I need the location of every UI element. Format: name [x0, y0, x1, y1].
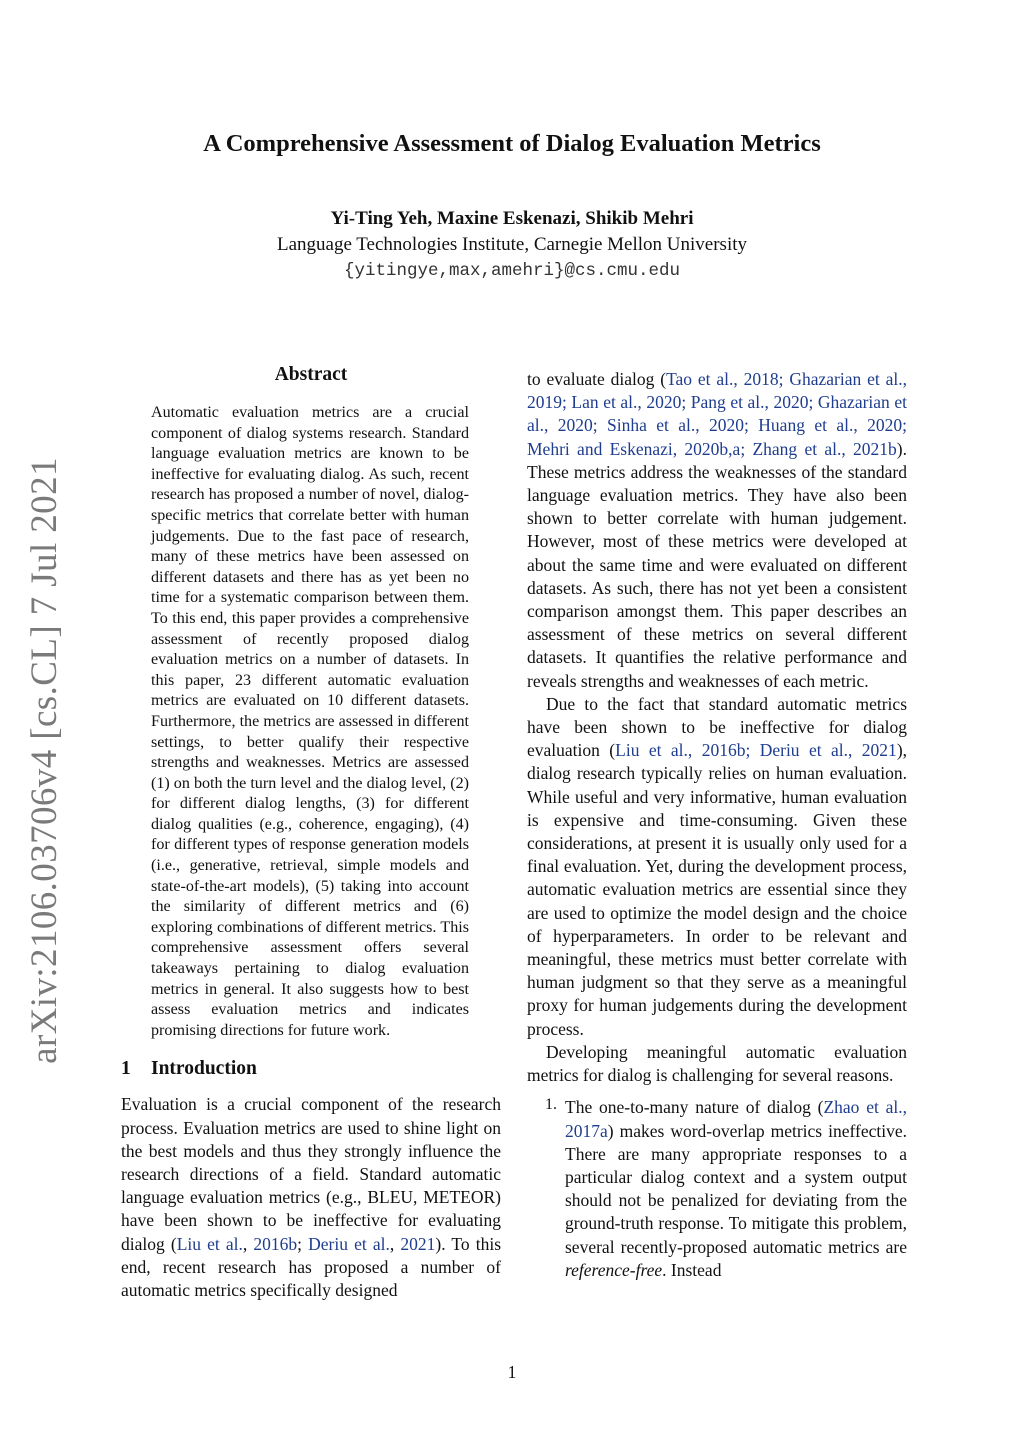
paragraph-text: . Instead	[662, 1259, 722, 1280]
paper-title: A Comprehensive Assessment of Dialog Evaluation Metrics	[203, 130, 821, 157]
abstract-text: Automatic evaluation metrics are a crucial component of dialog systems research. Standard language evaluation metrics are known to be ineffective for evaluating dialog. As such, recent research has proposed a number of novel, dialog-specific metrics that correlate better with human judgements. Due to the fast pace of research, many of these metrics have been assessed on different datasets and there has as yet been no time for a systematic comparison between them. To this end, this paper provides a comprehensive assessment of recently proposed dialog evaluation metrics on a number of datasets. In this paper, 23 different automatic evaluation metrics are evaluated on 10 different datasets. Furthermore, the metrics are assessed in different settings, to better qualify their respective strengths and weaknesses. Metrics are assessed (1) on both the turn level and the dialog level, (2) for different dialog lengths, (3) for different dialog qualities (e.g., coherence, engaging), (4) for different types of response generation models (i.e., generative, retrieval, simple models and state-of-the-art models), (5) taking into account the similarity of different metrics and (6) exploring combinations of different metrics. This comprehensive assessment offers several takeaways pertaining to dialog evaluation metrics in general. It also suggests how to best assess evaluation metrics and indicates promising directions for future work.	[151, 404, 469, 1039]
paragraph-text: Due to the fact that standard automatic metrics have been shown to be ineffective for dialog evaluation (	[527, 693, 907, 761]
citation-link[interactable]: 2021	[400, 1233, 436, 1254]
paragraph-text: ), dialog research typically relies on human evaluation. While useful and very informative, human evaluation is expensive and time-consuming. Given these considerations, at present it is usually only used for a final evaluation. Yet, during the development process, automatic evaluation metrics are essential since they are used to optimize the model design and the choice of hyperparameters. In order to be relevant and meaningful, these metrics must better correlate with human judgment so that they serve as a meaningful proxy for human judgements during the development process.	[527, 740, 908, 1039]
list-item	[527, 1096, 907, 1282]
paragraph-text: ) makes word-overlap metrics ineffective. There are many appropriate responses to a particular dialog context and a system output should not be penalized for deviating from the ground-truth response. To mitigate this problem, several recently-proposed automatic metrics are	[565, 1120, 907, 1257]
paragraph-text: ,	[242, 1233, 254, 1254]
paragraph-text: Evaluation is a crucial component of the research process. Evaluation metrics are used to shine light on the best models and thus they strongly influence the research directions of a field. Standard automatic language evaluation metrics (e.g., BLEU, METEOR) have been shown to be ineffective for evaluating dialog (	[121, 1094, 501, 1254]
author-email: {yitingye,max,amehri}@cs.cmu.edu	[343, 261, 681, 281]
arxiv-side-identifier	[22, 456, 66, 1064]
citation-link[interactable]: Deriu et al.	[308, 1233, 390, 1254]
author-block	[0, 206, 1024, 284]
paragraph-text: The one-to-many nature of dialog (	[565, 1097, 824, 1118]
paragraph-text: ). To this end, recent research has proposed a number of automatic metrics specifically designed	[121, 1233, 502, 1301]
section-heading-introduction	[121, 1058, 501, 1080]
list-item-text	[565, 1096, 907, 1282]
emphasis-text: reference-free	[565, 1259, 663, 1280]
author-names: Yi-Ting Yeh, Maxine Eskenazi, Shikib Mehri	[330, 208, 694, 229]
paragraph-text: to evaluate dialog (	[527, 369, 667, 389]
citation-link[interactable]: Zhao et al., 2017a	[565, 1097, 907, 1141]
citation-link[interactable]: Tao et al., 2018; Ghazarian et al., 2019; Lan et al., 2020; Pang et al., 2020; Ghazarian et al., 2020; Sinha et al., 2020; Huang et al., 2020; Mehri and Eskenazi, 2020b,a; Zhang et al., 2021b	[527, 369, 907, 459]
section-number: 1	[121, 1058, 131, 1080]
body-paragraph	[527, 368, 907, 693]
affiliation: Language Technologies Institute, Carnegie Mellon University	[276, 234, 748, 255]
body-paragraph: Developing meaningful automatic evaluation metrics for dialog is challenging for several reasons.	[527, 1041, 907, 1086]
abstract-heading: Abstract	[274, 364, 348, 385]
intro-paragraph	[121, 1093, 501, 1302]
page-number: 1	[507, 1362, 517, 1382]
citation-link[interactable]: Liu et al.	[176, 1233, 243, 1254]
list-marker: 1.	[545, 1096, 557, 1114]
paragraph-text: ,	[389, 1233, 401, 1254]
right-column	[527, 368, 907, 1282]
challenges-list	[527, 1096, 907, 1282]
citation-link[interactable]: 2016b	[253, 1233, 298, 1254]
body-paragraph	[527, 693, 907, 1041]
paragraph-text: ). These metrics address the weaknesses of the standard language evaluation metrics. They have also been shown to better correlate with human judgement. However, most of these metrics were developed at about the same time and were evaluated on different datasets. As such, there has not yet been a consistent comparison amongst them. This paper describes an assessment of these metrics on several different datasets. It quantifies the relative performance and reveals strengths and weaknesses of each metric.	[527, 438, 907, 691]
arxiv-id-text: arXiv:2106.03706v4 [cs.CL] 7 Jul 2021	[23, 456, 65, 1064]
paragraph-text: ;	[297, 1233, 309, 1254]
citation-link[interactable]: Liu et al., 2016b; Deriu et al., 2021	[615, 740, 897, 761]
left-column	[121, 364, 501, 1302]
section-title: Introduction	[151, 1058, 257, 1080]
